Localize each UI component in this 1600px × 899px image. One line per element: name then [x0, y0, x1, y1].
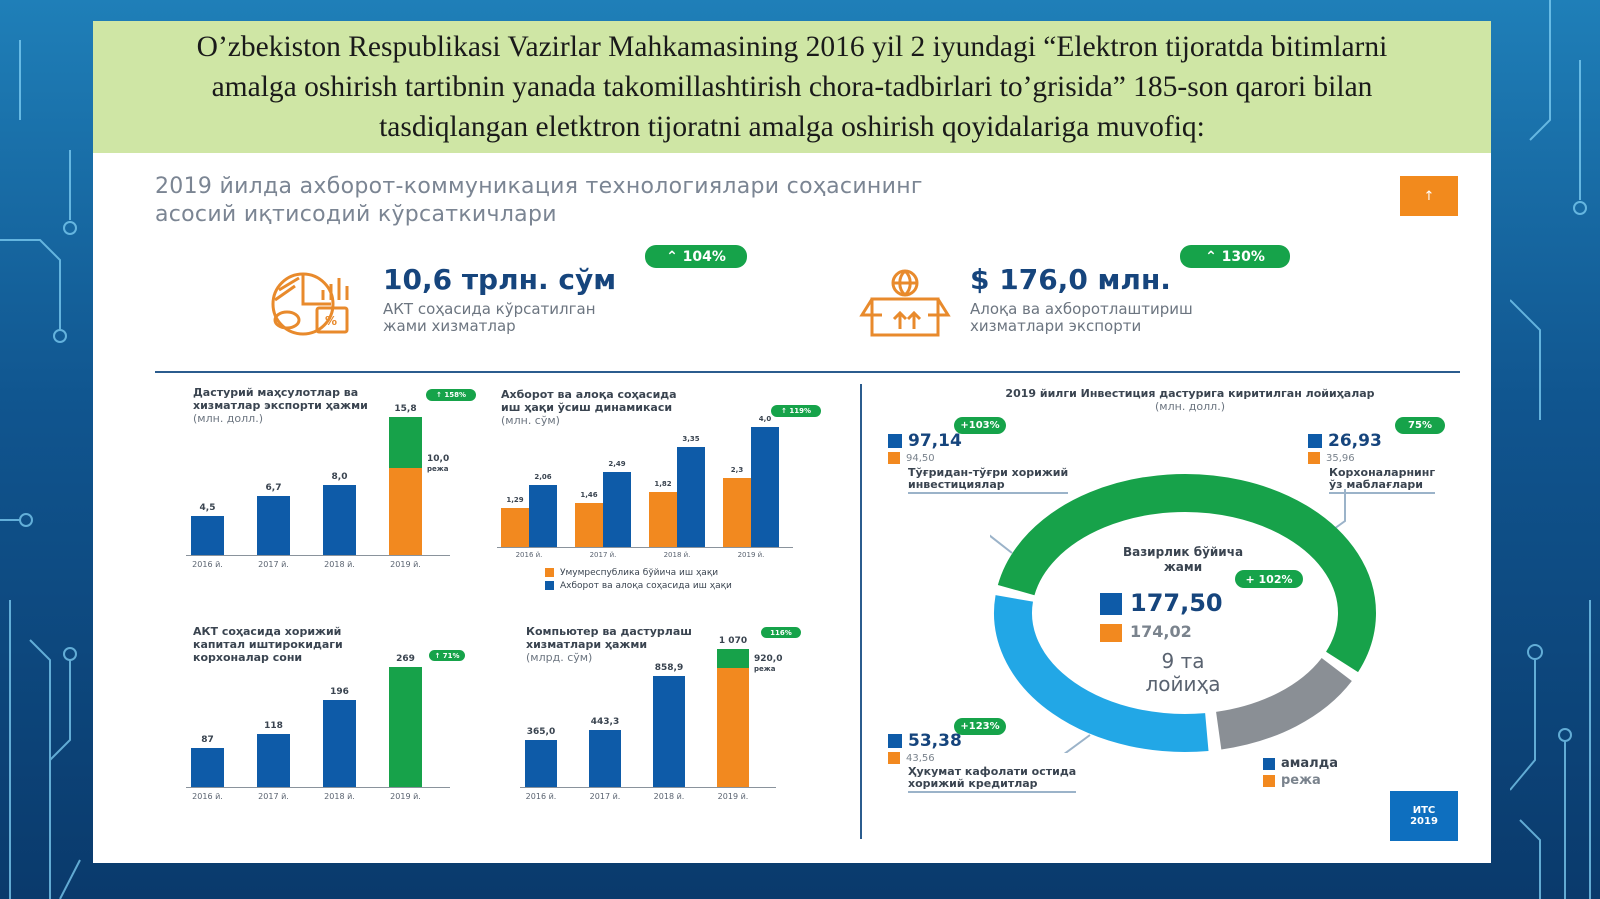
page-marker: ↑	[1400, 176, 1458, 216]
legend-swatch-blue	[1263, 758, 1275, 770]
banner-text: O’zbekiston Respublikasi Vazirlar Mahkamasining 2016 yil 2 iyundagi “Elektron tijoratda bitimlarni amalga oshirish tartibnin yanada takomillashtirish chora-tadbirlari to’grisida” 185-son qarori bilan tasdiqlangan eletktron tijoratni amalga oshirish qoyidalariga muvofiq:	[196, 31, 1388, 143]
bar-actual-3	[389, 417, 422, 468]
plan-label-line: режа	[427, 464, 449, 473]
value-label-0: 365,0	[526, 726, 556, 737]
bar-0	[191, 748, 224, 787]
value-label-3: 269	[396, 654, 415, 664]
its-2019-logo: ИТС 2019	[1390, 791, 1458, 841]
legend-ict-salary: Ахборот ва алоқа соҳасида иш ҳақи	[545, 581, 732, 591]
value-label-1-3: 4,0	[758, 415, 772, 423]
bar-1	[589, 730, 621, 787]
kpi-ict-services-value: 10,6 трлн. сўм	[383, 263, 617, 296]
tick-label-2: 2018 й.	[653, 792, 685, 801]
chart-salary-title: Ахборот ва алоқа соҳасида иш ҳақи ўсиш динамикаси (млн. сўм)	[501, 388, 677, 427]
plan-swatch	[888, 452, 900, 464]
bar-plan-3	[389, 468, 422, 556]
bar-plan-3	[717, 668, 749, 787]
pie-chart-percent-icon	[265, 268, 359, 338]
tick-label-2: 2018 й.	[663, 551, 691, 559]
value-label-0-1: 1,46	[580, 491, 598, 500]
kpi-ict-services-badge: ⌃ 104%	[645, 245, 747, 268]
kpi-export-value: $ 176,0 млн.	[970, 263, 1171, 296]
section-divider	[155, 371, 1460, 373]
tick-label-3: 2019 й.	[737, 551, 765, 559]
donut-center-actual: 177,50	[1100, 589, 1223, 617]
plan-label-line: 920,0	[754, 654, 783, 665]
segment-own-funds-label: Корхоналарнинг ўз маблағлари	[1329, 467, 1435, 494]
tick-label-3: 2019 й.	[390, 792, 421, 801]
value-label-1: 118	[264, 721, 283, 732]
tick-label-1: 2017 й.	[589, 551, 617, 559]
donut-center-badge: + 102%	[1235, 570, 1303, 588]
value-label-1-0: 2,06	[534, 473, 552, 482]
donut-center-title: Вазирлик бўйича жами	[1122, 545, 1244, 574]
x-axis	[520, 787, 776, 788]
bar-1-0	[529, 485, 557, 547]
segment-gov-credit-plan: 43,56	[888, 752, 935, 764]
x-axis	[186, 787, 450, 788]
plan-label-line: 10,0	[427, 453, 450, 464]
donut-center-projects: 9 та лойиҳа	[1145, 649, 1221, 696]
infographic-title: 2019 йилда ахборот-коммуникация технологиялари соҳасининг асосий иқтисодий кўрсаткичлари	[155, 174, 923, 227]
value-label-0-3: 2,3	[730, 466, 744, 474]
x-axis	[497, 547, 793, 548]
plan-swatch	[1100, 624, 1122, 642]
plan-swatch	[1308, 452, 1320, 464]
value-label-1: 6,7	[265, 483, 282, 494]
legend-swatch-orange	[1263, 775, 1275, 787]
segment-gov-credit-label: Ҳукумат кафолати остида хорижий кредитлар	[908, 766, 1076, 793]
infographic-panel	[93, 153, 1491, 863]
segment-fdi-plan: 94,50	[888, 452, 935, 464]
chart-computer-services-title: Компьютер ва дастурлаш хизматлари ҳажми (млрд. сўм)	[526, 625, 692, 664]
bar-0	[525, 740, 557, 787]
legend-national-salary: Умумреспублика бўйича иш ҳақи	[545, 568, 718, 578]
donut-title: 2019 йилги Инвестиция дастурига киритилган лойиҳалар (млн. долл.)	[1005, 387, 1375, 413]
tick-label-2: 2018 й.	[324, 560, 355, 569]
value-label-3: 1 070	[718, 636, 748, 646]
actual-swatch	[1308, 434, 1322, 448]
bar-1	[257, 734, 290, 787]
segment-own-funds-actual: 26,93	[1308, 431, 1382, 451]
value-label-1-2: 3,35	[682, 434, 700, 443]
value-label-1-1: 2,49	[608, 460, 626, 469]
bar-1-3	[751, 427, 779, 547]
value-label-0: 4,5	[199, 502, 216, 513]
legend-swatch-orange	[545, 568, 554, 577]
tick-label-0: 2016 й.	[192, 792, 223, 801]
plan-label	[427, 454, 449, 474]
segment-gov-credit-badge: +123%	[954, 718, 1006, 735]
plan-label	[754, 654, 782, 674]
tick-label-0: 2016 й.	[192, 560, 223, 569]
tick-label-2: 2018 й.	[324, 792, 355, 801]
tick-label-1: 2017 й.	[258, 792, 289, 801]
segment-fdi-actual: 97,14	[888, 431, 962, 451]
tick-label-1: 2017 й.	[258, 560, 289, 569]
x-axis	[186, 555, 450, 556]
column-divider	[860, 384, 862, 839]
bar-2	[323, 485, 356, 555]
kpi-export-badge: ⌃ 130%	[1180, 245, 1290, 268]
segment-fdi-badge: +103%	[954, 417, 1006, 434]
bar-0-1	[575, 503, 603, 547]
circuit-decoration-left	[0, 0, 90, 899]
segment-gov-credit-actual: 53,38	[888, 731, 962, 751]
bar-2	[323, 700, 356, 787]
circuit-decoration-right	[1510, 0, 1600, 899]
bar-1-1	[603, 472, 631, 547]
export-box-icon	[858, 265, 952, 339]
value-label-0-0: 1,29	[506, 496, 524, 505]
legend-swatch-blue	[545, 581, 554, 590]
actual-swatch	[888, 734, 902, 748]
donut-center-plan: 174,02	[1100, 622, 1192, 642]
tick-label-3: 2019 й.	[717, 792, 749, 801]
bar-3	[389, 667, 422, 787]
value-label-1: 443,3	[590, 716, 620, 727]
tick-label-0: 2016 й.	[515, 551, 543, 559]
bar-0-3	[723, 478, 751, 547]
value-label-3: 15,8	[394, 403, 417, 414]
bar-0-0	[501, 508, 529, 547]
actual-swatch	[888, 434, 902, 448]
chart-foreign-enterprises-title: АКТ соҳасида хорижий капитал иштирокидаги корхоналар сони	[193, 625, 343, 664]
donut-legend-plan: режа	[1263, 773, 1321, 788]
value-label-2: 196	[330, 686, 349, 697]
value-label-2: 858,9	[654, 663, 684, 674]
bar-0	[191, 516, 224, 555]
svg-text:%: %	[324, 314, 338, 328]
chart-computer-services-badge: 116%	[761, 627, 801, 638]
segment-own-funds-badge: 75%	[1395, 417, 1445, 434]
kpi-export-label: Алоқа ва ахборотлаштириш хизматлари экспорти	[970, 300, 1193, 335]
slide-banner	[93, 21, 1491, 153]
bar-2	[653, 676, 685, 787]
chart-software-export-badge: ↑ 158%	[426, 389, 476, 401]
plan-label-line: режа	[754, 665, 776, 674]
value-label-0-2: 1,82	[654, 480, 672, 489]
tick-label-0: 2016 й.	[525, 792, 557, 801]
chart-foreign-enterprises-badge: ↑ 71%	[429, 650, 465, 661]
value-label-0: 87	[201, 735, 214, 746]
tick-label-3: 2019 й.	[390, 560, 421, 569]
chart-software-export-title: Дастурий маҳсулотлар ва хизматлар экспорти ҳажми (млн. долл.)	[193, 386, 368, 425]
segment-fdi-label: Тўғридан-тўғри хорижий инвестициялар	[908, 467, 1068, 494]
plan-swatch	[888, 752, 900, 764]
bar-1	[257, 496, 290, 555]
bar-0-2	[649, 492, 677, 547]
value-label-2: 8,0	[331, 472, 348, 482]
tick-label-1: 2017 й.	[589, 792, 621, 801]
chart-salary-badge: ↑ 119%	[771, 405, 821, 417]
donut-legend-actual: амалда	[1263, 756, 1338, 771]
actual-swatch	[1100, 593, 1122, 615]
bar-actual-3	[717, 649, 749, 668]
segment-own-funds-plan: 35,96	[1308, 452, 1355, 464]
bar-1-2	[677, 447, 705, 548]
kpi-ict-services-label: АКТ соҳасида кўрсатилган жами хизматлар	[383, 300, 596, 335]
